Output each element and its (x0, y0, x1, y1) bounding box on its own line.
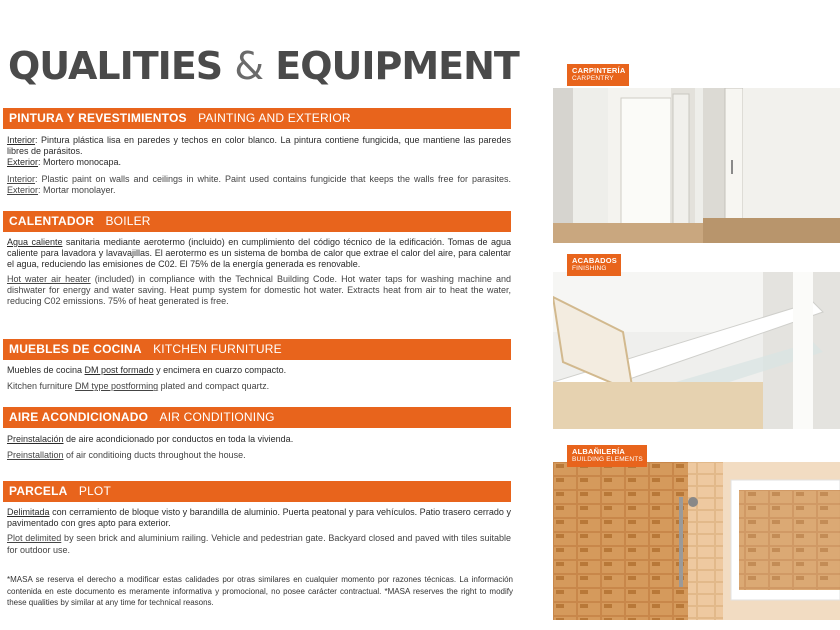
paragraph-text: Muebles de cocina (7, 365, 85, 375)
page-title (8, 44, 519, 88)
lead-term: DM post formado (84, 365, 154, 375)
section-title-es: PARCELA (9, 484, 68, 498)
paragraph-text: of air conditioing ducts throughout the house. (63, 450, 246, 461)
paragraph-text: : Plastic paint on walls and ceilings in white. Paint used contains fungicide that keeps the walls free for parasites. (35, 173, 511, 184)
paragraph-text: y encimera en cuarzo compacto. (153, 365, 287, 375)
lead-term: Interior (7, 173, 36, 184)
photo-sublabel-text: FINISHING (572, 265, 607, 272)
lead-term: Hot water air heater (7, 273, 91, 284)
carpentry-illustration (553, 88, 840, 243)
lead-term: Preinstalación (7, 434, 64, 444)
paragraph-text: sanitaria mediante aerotermo (incluido) en cumplimiento del código técnico de la edificación. Tomas de agua caliente para lavadora y lavavajillas. El aerotermo es un sistema de bomba de calor que extrae el calor del aire, para calentar el agua, reduciendo las emisiones de C02. El 75% de la energía generada es renovable. (7, 237, 511, 270)
section-title-es: CALENTADOR (9, 214, 95, 228)
section-title-es: PINTURA Y REVESTIMIENTOS (9, 111, 187, 125)
photo-building-elements (553, 462, 840, 620)
section-title-en: BOILER (105, 214, 151, 228)
paragraph-en (7, 450, 511, 461)
paragraph-es (7, 434, 511, 445)
section-body-plot (7, 507, 511, 556)
section-title-en: KITCHEN FURNITURE (153, 342, 282, 356)
paragraph-text: plated and compact quartz. (158, 381, 270, 392)
section-header-boiler (3, 211, 511, 232)
paragraph-es (7, 237, 511, 271)
lead-term: Plot delimited (7, 533, 62, 544)
lead-term: DM type postforming (75, 381, 159, 392)
paragraph-es (7, 507, 511, 529)
paragraph-en (7, 533, 511, 555)
lead-term: Preinstallation (7, 450, 64, 461)
paragraph-en (7, 274, 511, 308)
paragraph-text: : Pintura plástica lisa en paredes y techos en color blanco. La pintura contiene fungicida, que mantiene las paredes libres de parásitos. (7, 135, 511, 157)
paragraph-text: by seen brick and aluminium railing. Vehicle and pedestrian gate. Backyard closed and paved with tiles suitable for outdoor use. (7, 533, 511, 555)
section-title-en: AIR CONDITIONING (159, 410, 275, 424)
title-ampersand: & (234, 44, 264, 88)
paragraph-text: de aire acondicionado por conductos en toda la vivienda. (63, 434, 294, 444)
lead-term: Interior (7, 135, 36, 145)
photo-sublabel-text: BUILDING ELEMENTS (572, 456, 643, 463)
photo-sublabel-text: CARPENTRY (572, 75, 614, 82)
section-title-es: MUEBLES DE COCINA (9, 342, 142, 356)
building-elements-illustration (553, 462, 840, 620)
paragraph-es (7, 135, 511, 169)
paragraph-en (7, 381, 511, 392)
section-title-en: PAINTING AND EXTERIOR (198, 111, 351, 125)
photo-label-carpentry-tag (567, 64, 629, 86)
photo-carpentry (553, 88, 840, 243)
section-header-kitchen (3, 339, 511, 360)
section-header-painting (3, 108, 511, 129)
section-body-kitchen (7, 365, 511, 392)
paragraph-text: (included) in compliance with the Technical Building Code. Hot water taps for washing machine and dishwater for energy and water saving. Heat pump system for domestic hot water. Extracts heat from air to heat the water, reducing C02 emissions. 75% of heat generated is free. (7, 273, 511, 307)
section-body-painting (7, 135, 511, 196)
paragraph-es (7, 365, 511, 376)
photo-label-text: ACABADOS (572, 256, 617, 265)
lead-term: Exterior (7, 184, 39, 195)
section-body-air-conditioning (7, 434, 511, 461)
paragraph-en (7, 174, 511, 196)
finishing-illustration (553, 272, 840, 429)
lead-term: Exterior (7, 157, 39, 168)
photo-label-text: CARPINTERÍA (572, 66, 626, 75)
section-title-en: PLOT (78, 484, 112, 498)
lead-term: Delimitada (7, 507, 50, 517)
paragraph-text: : Mortar monolayer. (38, 184, 116, 195)
disclaimer-footnote: *MASA se reserva el derecho a modificar estas calidades por otras similares en cualquier momento por razones técnicas. La información contenida en este documento es meramente informativa y promocional, no posee carácter contractual. *MASA reserves the right to modify these qualities by similar at any time for technical reasons. (7, 575, 513, 607)
section-body-boiler (7, 237, 511, 307)
lead-term: Agua caliente (7, 237, 63, 247)
photo-label-text: ALBAÑILERÍA (572, 447, 626, 456)
section-header-plot (3, 481, 511, 502)
paragraph-text: : Mortero monocapa. (38, 157, 122, 168)
section-title-es: AIRE ACONDICIONADO (9, 410, 149, 424)
photo-label-building-elements (567, 445, 647, 467)
photo-label-finishing (567, 254, 621, 276)
paragraph-text: Kitchen furniture (7, 381, 76, 392)
paragraph-text: con cerramiento de bloque visto y barandilla de aluminio. Puerta peatonal y para vehículos. Patio trasero cerrado y pavimentado con gres apto para exterior. (7, 507, 511, 529)
title-main: QUALITIES (8, 44, 223, 88)
title-rest: EQUIPMENT (275, 44, 519, 88)
section-header-air-conditioning (3, 407, 511, 428)
photo-finishing (553, 272, 840, 429)
